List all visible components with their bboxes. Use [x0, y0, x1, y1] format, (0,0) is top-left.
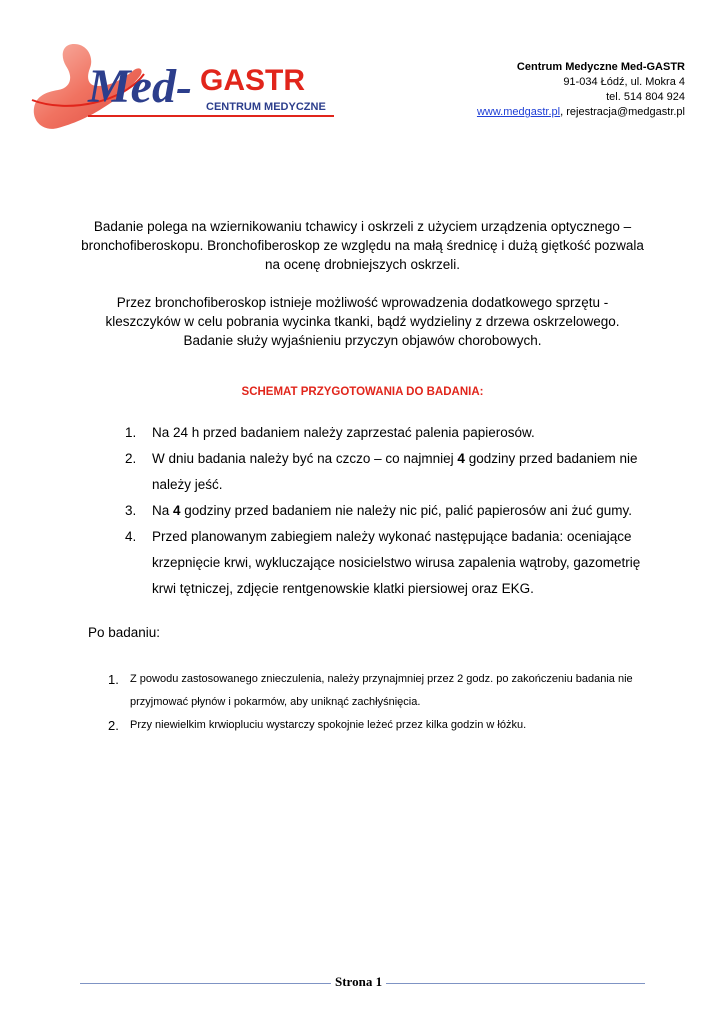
item-number: 2. [108, 718, 119, 733]
after-exam-title: Po badaniu: [88, 625, 161, 640]
website-link[interactable]: www.medgastr.pl [476, 106, 561, 118]
clinic-name: Centrum Medyczne Med-GASTR [516, 61, 685, 73]
item-text-bold: 4 [457, 451, 465, 466]
clinic-address: 91-034 Łódź, ul. Mokra 4 [563, 76, 685, 88]
list-item [125, 420, 665, 446]
item-text: Z powodu zastosowanego znieczulenia, należy przynajmniej przez 2 godz. po zakończeniu badania nie przyjmować płynów i pokarmów, aby uniknąć zachłyśnięcia. [130, 673, 633, 708]
clinic-email: , rejestracja@medgastr.pl [560, 106, 685, 118]
list-item [125, 498, 665, 524]
list-item [125, 446, 665, 498]
clinic-web-email [477, 105, 685, 120]
clinic-phone: tel. 514 804 924 [606, 91, 685, 103]
after-exam-list [108, 668, 648, 737]
list-item [108, 714, 648, 737]
intro-text [80, 217, 645, 350]
intro-paragraph-2: Przez bronchofiberoskop istnieje możliwość wprowadzenia dodatkowego sprzętu - kleszczyków w celu pobrania wycinka tkanki, bądź wydzieliny z drzewa oskrzelowego. Badanie służy wyjaśnieniu przyczyn objawów chorobowych. [105, 295, 620, 348]
item-text-bold: 4 [173, 503, 181, 518]
logo-subtitle: CENTRUM MEDYCZNE [206, 101, 326, 113]
preparation-list [125, 420, 665, 602]
item-text-before: W dniu badania należy być na czczo – co najmniej [152, 451, 458, 466]
preparation-title: SCHEMAT PRZYGOTOWANIA DO BADANIA: [241, 386, 484, 398]
logo-brand-accent: GASTR [200, 64, 305, 97]
item-number: 1. [125, 425, 137, 440]
page-number: Strona 1 [331, 974, 386, 990]
item-number: 3. [125, 503, 137, 518]
item-text-after: godziny przed badaniem nie należy jeść. [152, 451, 638, 492]
stomach-logo-icon [28, 40, 338, 140]
item-number: 1. [108, 672, 119, 687]
item-number: 4. [125, 529, 137, 544]
list-item [108, 668, 648, 714]
item-text: Przy niewielkim krwiopluciu wystarczy spokojnie leżeć przez kilka godzin w łóżku. [130, 719, 527, 731]
item-text: Na 24 h przed badaniem należy zaprzestać palenia papierosów. [152, 425, 535, 440]
intro-paragraph-1: Badanie polega na wziernikowaniu tchawicy i oskrzeli z użyciem urządzenia optycznego – bronchofiberoskopu. Bronchofiberoskop ze względu na małą średnicę i dużą giętkość pozwala na ocenę drobniejszych oskrzeli. [81, 219, 644, 272]
logo-brand-main: Med- [88, 60, 192, 113]
item-number: 2. [125, 451, 137, 466]
item-text-after: godziny przed badaniem nie należy nic pić, palić papierosów ani żuć gumy. [180, 503, 633, 518]
item-text-before: Na [152, 503, 174, 518]
med-gastr-logo [28, 40, 338, 140]
item-text: Przed planowanym zabiegiem należy wykonać następujące badania: oceniające krzepnięcie krwi, wykluczające nosicielstwo wirusa zapalenia wątroby, gazometrię krwi tętniczej, zdjęcie rentgenowskie klatki piersiowej oraz EKG. [152, 529, 641, 596]
list-item [125, 524, 665, 602]
contact-block [477, 60, 685, 120]
